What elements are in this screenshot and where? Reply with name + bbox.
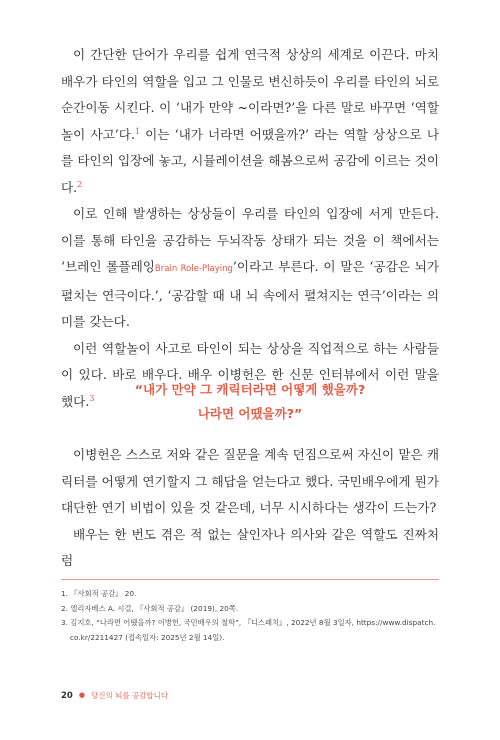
- footnotes: [61, 587, 441, 645]
- paragraph: 이병헌은 스스로 저와 같은 질문을 계속 던짐으로써 자신이 맡은 캐릭터를 어떻게 연기할지 그 해답을 얻는다고 했다. 국민배우에게 뭔가 대단한 연기 비법이 있을 것 같은데, 너무 시시하다는 생각이 드는가?: [61, 447, 439, 515]
- footnote-3-continued: co.kr/2211427 (접속일자: 2025년 2월 14일).: [70, 632, 225, 642]
- body-text-top: [61, 42, 439, 415]
- paragraph: 배우는 한 번도 겪은 적 없는 살인자나 의사와 같은 역할도 진짜처럼: [61, 526, 439, 568]
- paragraph: 이 간단한 단어가 우리를 쉽게 연극적 상상의 세계로 이끈다. 마치 배우가 타인의 역할을 입고 그 인물로 변신하듯이 우리를 타인의 뇌로 순간이동 시킨다. 이 ‘내가 만약 ~이라면?’을 다른 말로 바꾸면 ‘역할놀이 사고’다.$^1$ 이는 ‘내가 너라면 어땠을까?’ 라는 역할 상상으로 나를 타인의 입장에 놓고, 시뮬레이션을 해봄으로써 공감에 이르는 것이다.$^2$: [61, 47, 439, 195]
- pull-quote: [61, 378, 439, 426]
- footnote-2: 2. 엘리자베스 A. 시걸, 『사회적 공감』 (2019), 20쪽.: [61, 603, 239, 613]
- page-number: 20: [61, 691, 73, 701]
- footnote-ref-2[interactable]: 2: [77, 179, 83, 189]
- paragraph: 이런 역할놀이 사고로 타인이 되는 상상을 직업적으로 하는 사람들이 있다. 바로 배우다. 배우 이병헌은 한 신문 인터뷰에서 이런 말을 했다.$^3$: [61, 340, 439, 409]
- footnote-1: 1. 『사회적 공감』 20.: [61, 589, 137, 598]
- bullet-dot-icon: ●: [78, 691, 85, 699]
- footnote-divider: [61, 579, 439, 580]
- body-text-bottom: [61, 442, 439, 575]
- running-title: 당신의 뇌를 공감합니다: [90, 691, 169, 700]
- footnote-ref-3[interactable]: 3: [89, 393, 95, 403]
- quote-line-2: 나라면 어땠을까?”: [197, 406, 303, 421]
- page-footer: [61, 690, 168, 701]
- paragraph: 이로 인해 발생하는 상상들이 우리를 타인의 입장에 서게 만든다. 이를 통해 타인을 공감하는 두뇌작동 상태가 되는 것을 이 책에서는 ‘브레인 롤플레잉Brain Role-Playing’이라고 부른다. 이 말은 ‘공감은 뇌가 펼치는 연극이다.’, ‘공감할 때 내 뇌 속에서 펼쳐지는 연극’이라는 의미를 갖는다.: [61, 206, 440, 329]
- footnote-ref-1[interactable]: 1: [134, 126, 141, 136]
- quote-line-1: “내가 만약 그 캐릭터라면 어떻게 했을까?: [134, 382, 366, 397]
- footnote-3: 3. 김지호, “나라면 어땠을까? 이병헌, 국민배우의 철학”, 『디스패치』, 2022년 8월 3일자, https://www.dispatch.: [61, 618, 436, 627]
- brain-role-playing-term: Brain Role-Playing: [154, 264, 233, 274]
